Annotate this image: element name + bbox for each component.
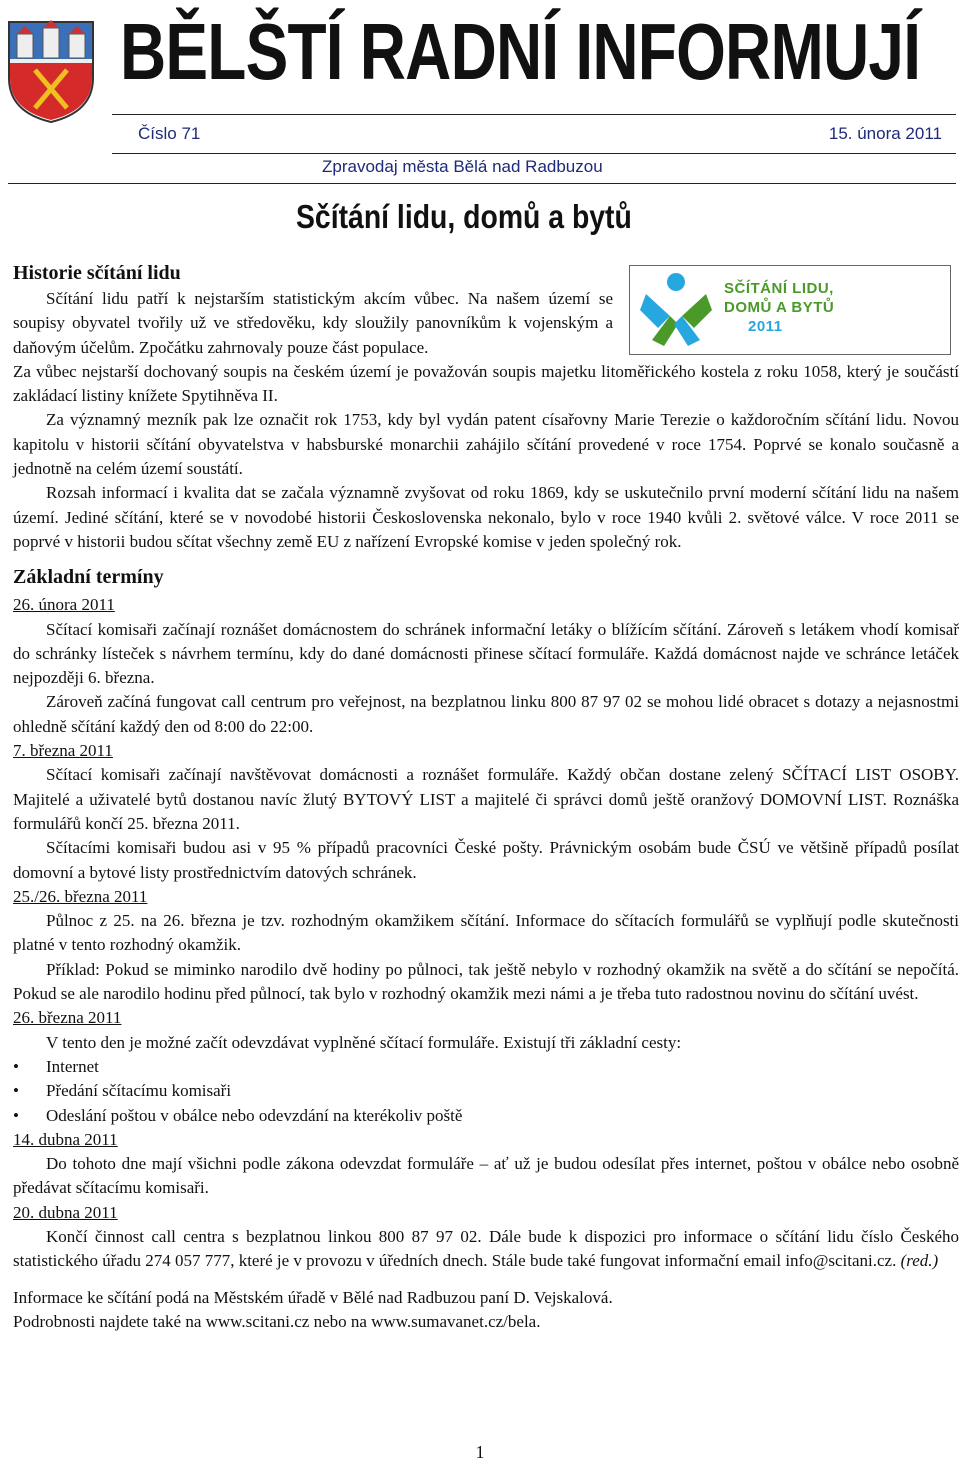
- list-item: • Odeslání poštou v obálce nebo odevzdání na kterékoliv poště: [13, 1104, 959, 1128]
- section-heading-history: Historie sčítání lidu: [13, 262, 181, 284]
- paragraph: Zároveň začíná fungovat call centrum pro veřejnost, na bezplatnou linku 800 87 97 02 se mohou lidé obracet s dotazy a nejasnostmi ohledně sčítání každý den od 8:00 do 22:00.: [13, 692, 959, 736]
- paragraph-text: Končí činnost call centra s bezplatnou linkou 800 87 97 02. Dále bude k dispozici pro informace o sčítání lidu číslo Českého statistického úřadu 274 057 777, které je v provozu v úředních dnech. Stále bude také fungovat informační email info@scitani.cz.: [13, 1226, 959, 1271]
- article-title: Sčítání lidu, domů a bytů: [296, 198, 632, 235]
- issue-number: Číslo 71: [138, 124, 201, 143]
- paragraph: Sčítací komisaři začínají navštěvovat domácnosti a roznášet formuláře. Každý občan dostane zelený SČÍTACÍ LIST OSOBY. Majitelé a uživatelé bytů dostanou navíc žlutý BYTOVÝ LIST a majitelé či správci domů ještě oranžový DOMOVNÍ LIST. Roznáška formulářů končí 25. března 2011.: [13, 765, 959, 833]
- paragraph: Půlnoc z 25. na 26. března je tzv. rozhodným okamžikem sčítání. Informace do sčítacích formulářů se vyplňují podle skutečnosti platné v tento rozhodný okamžik.: [13, 911, 959, 955]
- list-item: • Internet: [13, 1055, 959, 1079]
- term-date: 26. února 2011: [13, 595, 115, 615]
- term-date: 7. března 2011: [13, 741, 113, 761]
- section-heading-terms: Základní termíny: [13, 566, 164, 589]
- paragraph: Za významný mezník pak lze označit rok 1753, kdy byl vydán patent císařovny Marie Terezie o každoročním sčítání lidu. Novou kapitolu v historii sčítání obyvatelstva v habsburské monarchii zahájilo sčítání provedené v roce 1754. Poprvé se konalo současně a jednotně na celém území soustátí.: [13, 410, 959, 479]
- spacer: [13, 1274, 959, 1286]
- paragraph: Sčítacími komisaři budou asi v 95 % případů pracovníci České pošty. Právnickým osobám bude ČSÚ ve většině případů posílat domovní a bytové listy prostřednictvím datových schránek.: [13, 838, 959, 882]
- paragraph: Sčítání lidu patří k nejstarším statistickým akcím vůbec. Na našem území se soupisy obyvatel tvořily už ve středověku, kdy sloužily panovníkům k vojenským a daňovým účelům. Zpočátku zahrnovaly pouze část populace.: [13, 289, 613, 357]
- term-date: 25./26. března 2011: [13, 886, 148, 906]
- editor-signature: (red.): [900, 1251, 939, 1271]
- divider: [8, 183, 956, 184]
- paragraph: Za vůbec nejstarší dochovaný soupis na českém území je považován soupis majetku litoměřického kostela z roku 1058, který je součástí zakládací listiny knížete Spytihněva II.: [13, 361, 959, 406]
- logo-line-1: SČÍTÁNÍ LIDU,: [724, 280, 834, 297]
- submission-methods-list: [13, 1055, 959, 1128]
- paragraph: Do tohoto dne mají všichni podle zákona odevzdat formuláře – ať už je budou odesílat přes internet, poštou v obálce nebo osobně předávat sčítacímu komisaři.: [13, 1154, 959, 1198]
- newsletter-masthead: BĚLŠTÍ RADNÍ INFORMUJÍ: [120, 7, 921, 96]
- paragraph: Sčítací komisaři začínají roznášet domácnostem do schránek informační letáky o blížícím sčítání. Zároveň s letákem vhodí komisař do schránky lísteček s návrhem termínu, kdy do dané domácnosti přinese sčítací formuláře. Každá domácnost najde ve schránce letáček nejpozději 6. března.: [13, 619, 959, 688]
- town-coat-of-arms: [7, 20, 95, 124]
- issue-bar: [112, 114, 956, 154]
- paragraph: V tento den je možné začít odevzdávat vyplněné sčítací formuláře. Existují tři základní cesty:: [46, 1032, 682, 1052]
- footer-contact: Informace ke sčítání podá na Městském úřadě v Bělé nad Radbuzou paní D. Vejskalová.: [13, 1287, 613, 1307]
- footer-links: Podrobnosti najdete také na www.scitani.cz nebo na www.sumavanet.cz/bela.: [13, 1311, 541, 1331]
- term-date: 26. března 2011: [13, 1008, 122, 1028]
- logo-line-3: 2011: [748, 318, 783, 335]
- issue-date: 15. února 2011: [828, 124, 942, 143]
- paragraph: [13, 1225, 959, 1274]
- logo-line-2: DOMŮ A BYTŮ: [724, 299, 835, 316]
- newsletter-subtitle: Zpravodaj města Bělá nad Radbuzou: [322, 157, 603, 176]
- term-date: 20. dubna 2011: [13, 1202, 118, 1222]
- page-number: 1: [475, 1442, 485, 1462]
- list-item: • Předání sčítacímu komisaři: [13, 1079, 959, 1103]
- paragraph: Příklad: Pokud se miminko narodilo dvě hodiny po půlnoci, tak ještě nebylo v rozhodný okamžik na světě a do sčítání se nepočítá. Pokud se ale narodilo hodinu před půlnocí, tak bylo v rozhodný okamžik mezi námi a je třeba tuto radostnou novinu do sčítání uvést.: [13, 959, 959, 1004]
- paragraph: Rozsah informací i kvalita dat se začala významně zvyšovat od roku 1869, kdy se uskutečnilo první moderní sčítání lidu na našem území. Jediné sčítání, které se v novodobé historii Československa nekonalo, bylo v roce 1940 kvůli 2. světové válce. V roce 2011 se poprvé v historii budou sčítat všechny země EU z nařízení Evropské komise v jeden společný rok.: [13, 483, 959, 551]
- article-body: [13, 259, 959, 1334]
- term-date: 14. dubna 2011: [13, 1129, 118, 1149]
